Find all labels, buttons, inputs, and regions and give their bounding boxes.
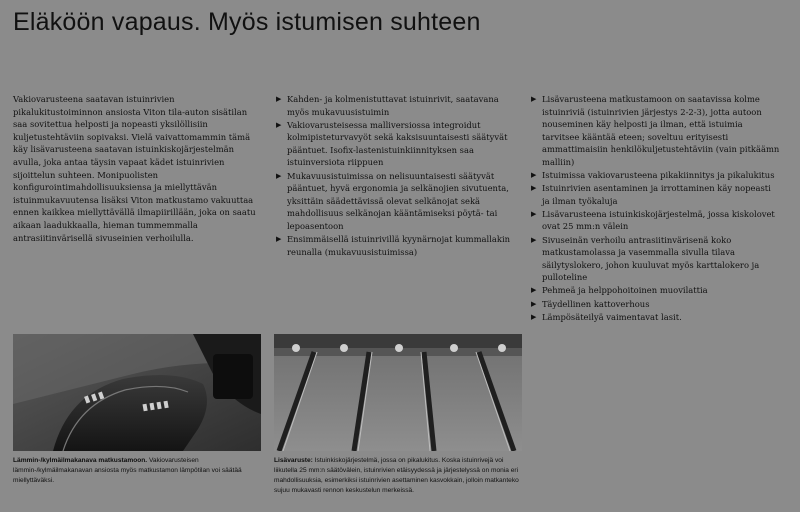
bullet-arrow-icon: ▶	[531, 184, 537, 193]
bullet-arrow-icon: ▶	[531, 209, 537, 218]
seat-rail-illustration	[274, 334, 522, 451]
list-item: ▶ Pehmeä ja helppohoitoinen muovilattia	[531, 285, 708, 296]
bullet-arrow-icon: ▶	[531, 171, 537, 180]
bullet-arrow-icon: ▶	[276, 120, 282, 129]
caption-text: Vakiovarusteisen lämmin-/kylmäilmakanavan ansiosta myös matkustamon lämpötilan voi säätää miellyttäväksi.	[13, 457, 242, 484]
bullet-arrow-icon: ▶	[531, 286, 537, 295]
features-column-2	[531, 93, 781, 324]
intro-paragraph: Vakiovarusteena saatavan istuinrivien pikalukitustoiminnon ansiosta Viton tila-auton sisätilan saa sovitettua helposti ja nopeasti yksilöllisiin kuljetustehtäviin sopivaksi. Vielä vaivattomammin tämä käy lisävarusteena saatavan istuinkiskojärjestelmän avulla, joka antaa täysin vapaat kädet istuinrivien sijoittelun suhteen. Monipuolisten konfigurointimahdollisuuksiensa ja miellyttävän istuinmukavuutensa lisäksi Viton matkustamo vakuuttaa ennen kaikkea miellyttävällä ilmapiirillään, joka on saatu aikaan laadukkaalla, hieman tummemmalla antrasiitinvärisellä sivuseinien verhoilulla.	[13, 94, 256, 243]
list-item: ▶ Istuinrivien asentaminen ja irrottaminen käy nopeasti ja ilman työkaluja	[531, 183, 771, 206]
features-list-2	[531, 93, 781, 323]
air-duct-photo	[13, 334, 261, 451]
features-column-1	[276, 93, 521, 259]
air-duct-illustration	[13, 334, 261, 451]
bullet-arrow-icon: ▶	[531, 95, 537, 103]
list-item: ▶ Lisävarusteena istuinkiskojärjestelmä, jossa kiskolovet ovat 25 mm:n välein	[531, 208, 775, 232]
bullet-arrow-icon: ▶	[276, 171, 282, 180]
list-item: ▶ Istuimissa vakiovarusteena pikakiinnitys ja pikalukitus	[531, 170, 775, 181]
caption-text: Istuinkiskojärjestelmä, jossa on pikalukitus. Koska istuinrivejä voi liikutella 25 mm:n säätövälein, istuinrivien etäisyydessä ja järjestelyssä on monia eri mahdollisuuksia, esimerkiksi istuinrivien asettaminen kasvokkain, jolloin matkanteko sujuu mukavasti rennon keskustelun merkeissä.	[274, 457, 519, 494]
list-item: ▶ Lisävarusteena matkustamoon on saatavissa kolme istuinriviä (istuinrivien järjestys 2-2-3), jotta autoon nouseminen käy helposti ja ilman, että istuimia tarvitsee kääntää eteen; soveltuu erityisesti ammattimaisiin henkilökuljetustehtäviin (vain pitkäämn malliin)	[531, 94, 780, 167]
list-item: ▶ Täydellinen kattoverhous	[531, 298, 650, 309]
list-item: ▶ Mukavuusistuimissa on nelisuuntaisesti säätyvät pääntuet, hyvä ergonomia ja selkänojien sivutuenta, yksittäin säädettävissä olevat selkänojat sekä mahdollisuus selkänojan kääntämiseksi pöytä- tai lepoasentoon	[276, 170, 509, 231]
caption-heading: Lisävaruste:	[274, 457, 313, 464]
bullet-arrow-icon: ▶	[531, 312, 537, 321]
air-duct-caption	[13, 456, 261, 486]
intro-column	[13, 93, 260, 244]
bullet-arrow-icon: ▶	[276, 235, 282, 244]
list-item: ▶ Kahden- ja kolmenistuttavat istuinrivit, saatavana myös mukavuusistuimin	[276, 94, 499, 117]
bullet-arrow-icon: ▶	[531, 235, 537, 244]
bullet-arrow-icon: ▶	[276, 95, 282, 103]
list-item: ▶ Ensimmäisellä istuinrivillä kyynärnojat kummallakin reunalla (mukavuusistuimissa)	[276, 234, 511, 257]
seat-rail-photo	[274, 334, 522, 451]
features-list-1	[276, 93, 521, 258]
list-item: ▶ Lämpösäteilyä vaimentavat lasit.	[531, 311, 682, 322]
caption-heading: Lämmin-/kylmäilmakanava matkustamoon.	[13, 457, 148, 464]
seat-rail-caption	[274, 456, 524, 496]
bullet-arrow-icon: ▶	[531, 299, 537, 308]
list-item: ▶ Vakiovarusteisessa malliversiossa integroidut kolmipisteturvavyöt sekä kaksisuuntaisesti säätyvät pääntuet. Isofix-lastenistuinkiinnityksen saa istuinversiota riippuen	[276, 119, 508, 168]
list-item: ▶ Sivuseinän verhoilu antrasiitinvärisenä koko matkustamolassa ja vasemmalla sivulla tilava säilytyslokero, johon kuuluvat myös karttalokero ja pulloteline	[531, 234, 760, 283]
page-title: Eläköön vapaus. Myös istumisen suhteen	[13, 8, 481, 36]
